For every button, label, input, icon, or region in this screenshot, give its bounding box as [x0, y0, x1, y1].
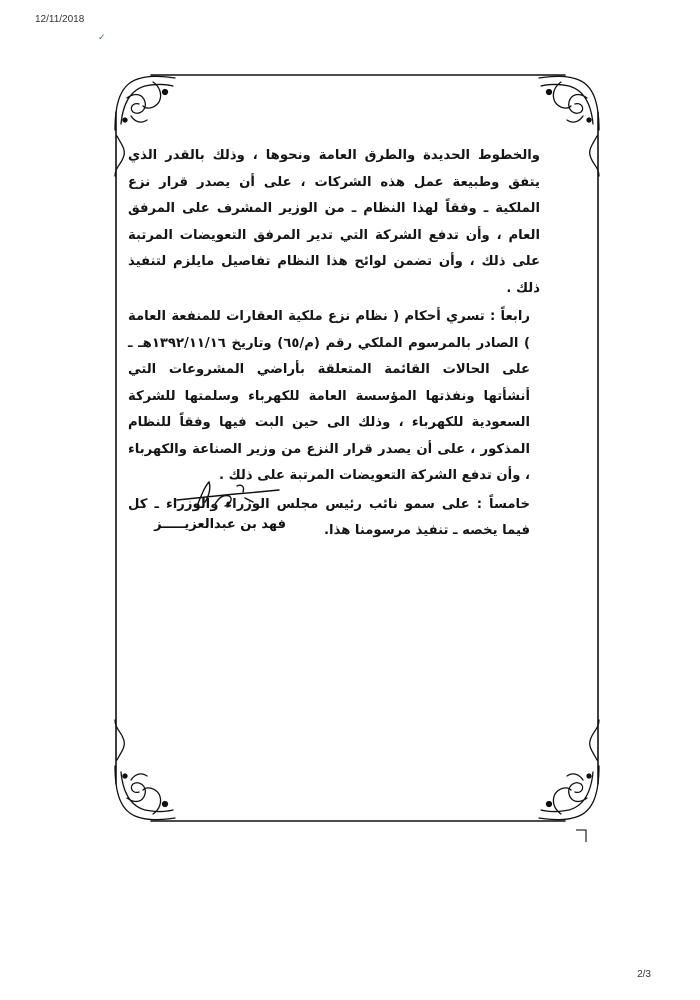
- signer-name: فهد بن عبدالعزيـــــز: [154, 517, 286, 532]
- paragraph-fourth-clause: رابعاً : تسري أحكام ( نظام نزع ملكية العقارات للمنفعة العامة ) الصادر بالمرسوم الملكي رقم (م/٦٥) وتاريخ ١٣٩٢/١١/١٦هـ ـ على الحالات القائمة المتعلقة بأراضي المشروعات التي أنشأتها ونفذتها المؤسسة العامة للكهرباء وسلمتها للشركة السعودية للكهرباء ، وذلك الى حين البت فيها وفقاً للنظام المذكور ، على أن يصدر قرار النزع من وزير الصناعة والكهرباء ، وأن تدفع الشركة التعويضات المرتبة على ذلك .: [128, 309, 531, 483]
- check-mark-icon: ✓: [98, 33, 106, 43]
- page-number: 2/3: [637, 969, 651, 980]
- signature-block: [140, 468, 290, 578]
- print-date: 12/11/2018: [35, 14, 85, 25]
- handwritten-signature: [175, 476, 285, 516]
- corner-ornament-bottom-right: [539, 720, 599, 820]
- paragraph-fifth-clause: خامساً : على سمو نائب رئيس مجلس الوزراء والوزراء ـ كل فيما يخصه ـ تنفيذ مرسومنا هذا.: [128, 496, 530, 538]
- corner-ornament-bottom-left: [115, 720, 175, 820]
- bracket-mark: [572, 826, 592, 846]
- corner-ornament-top-right: [539, 76, 599, 176]
- paragraph-continuation: والخطوط الحديدة والطرق العامة ونحوها ، وذلك بالقدر الذي يتفق وطبيعة عمل هذه الشركات ، على أن يصدر قرار نزع الملكية ـ وفقاً لهذا النظام ـ من الوزير المشرف على المرفق العام ، وأن تدفع الشركة التي تدير المرفق التعويضات المرتبة على ذلك ، وأن تضمن لوائح هذا النظام تفاصيل مايلزم لتنفيذ ذلك .: [128, 148, 540, 296]
